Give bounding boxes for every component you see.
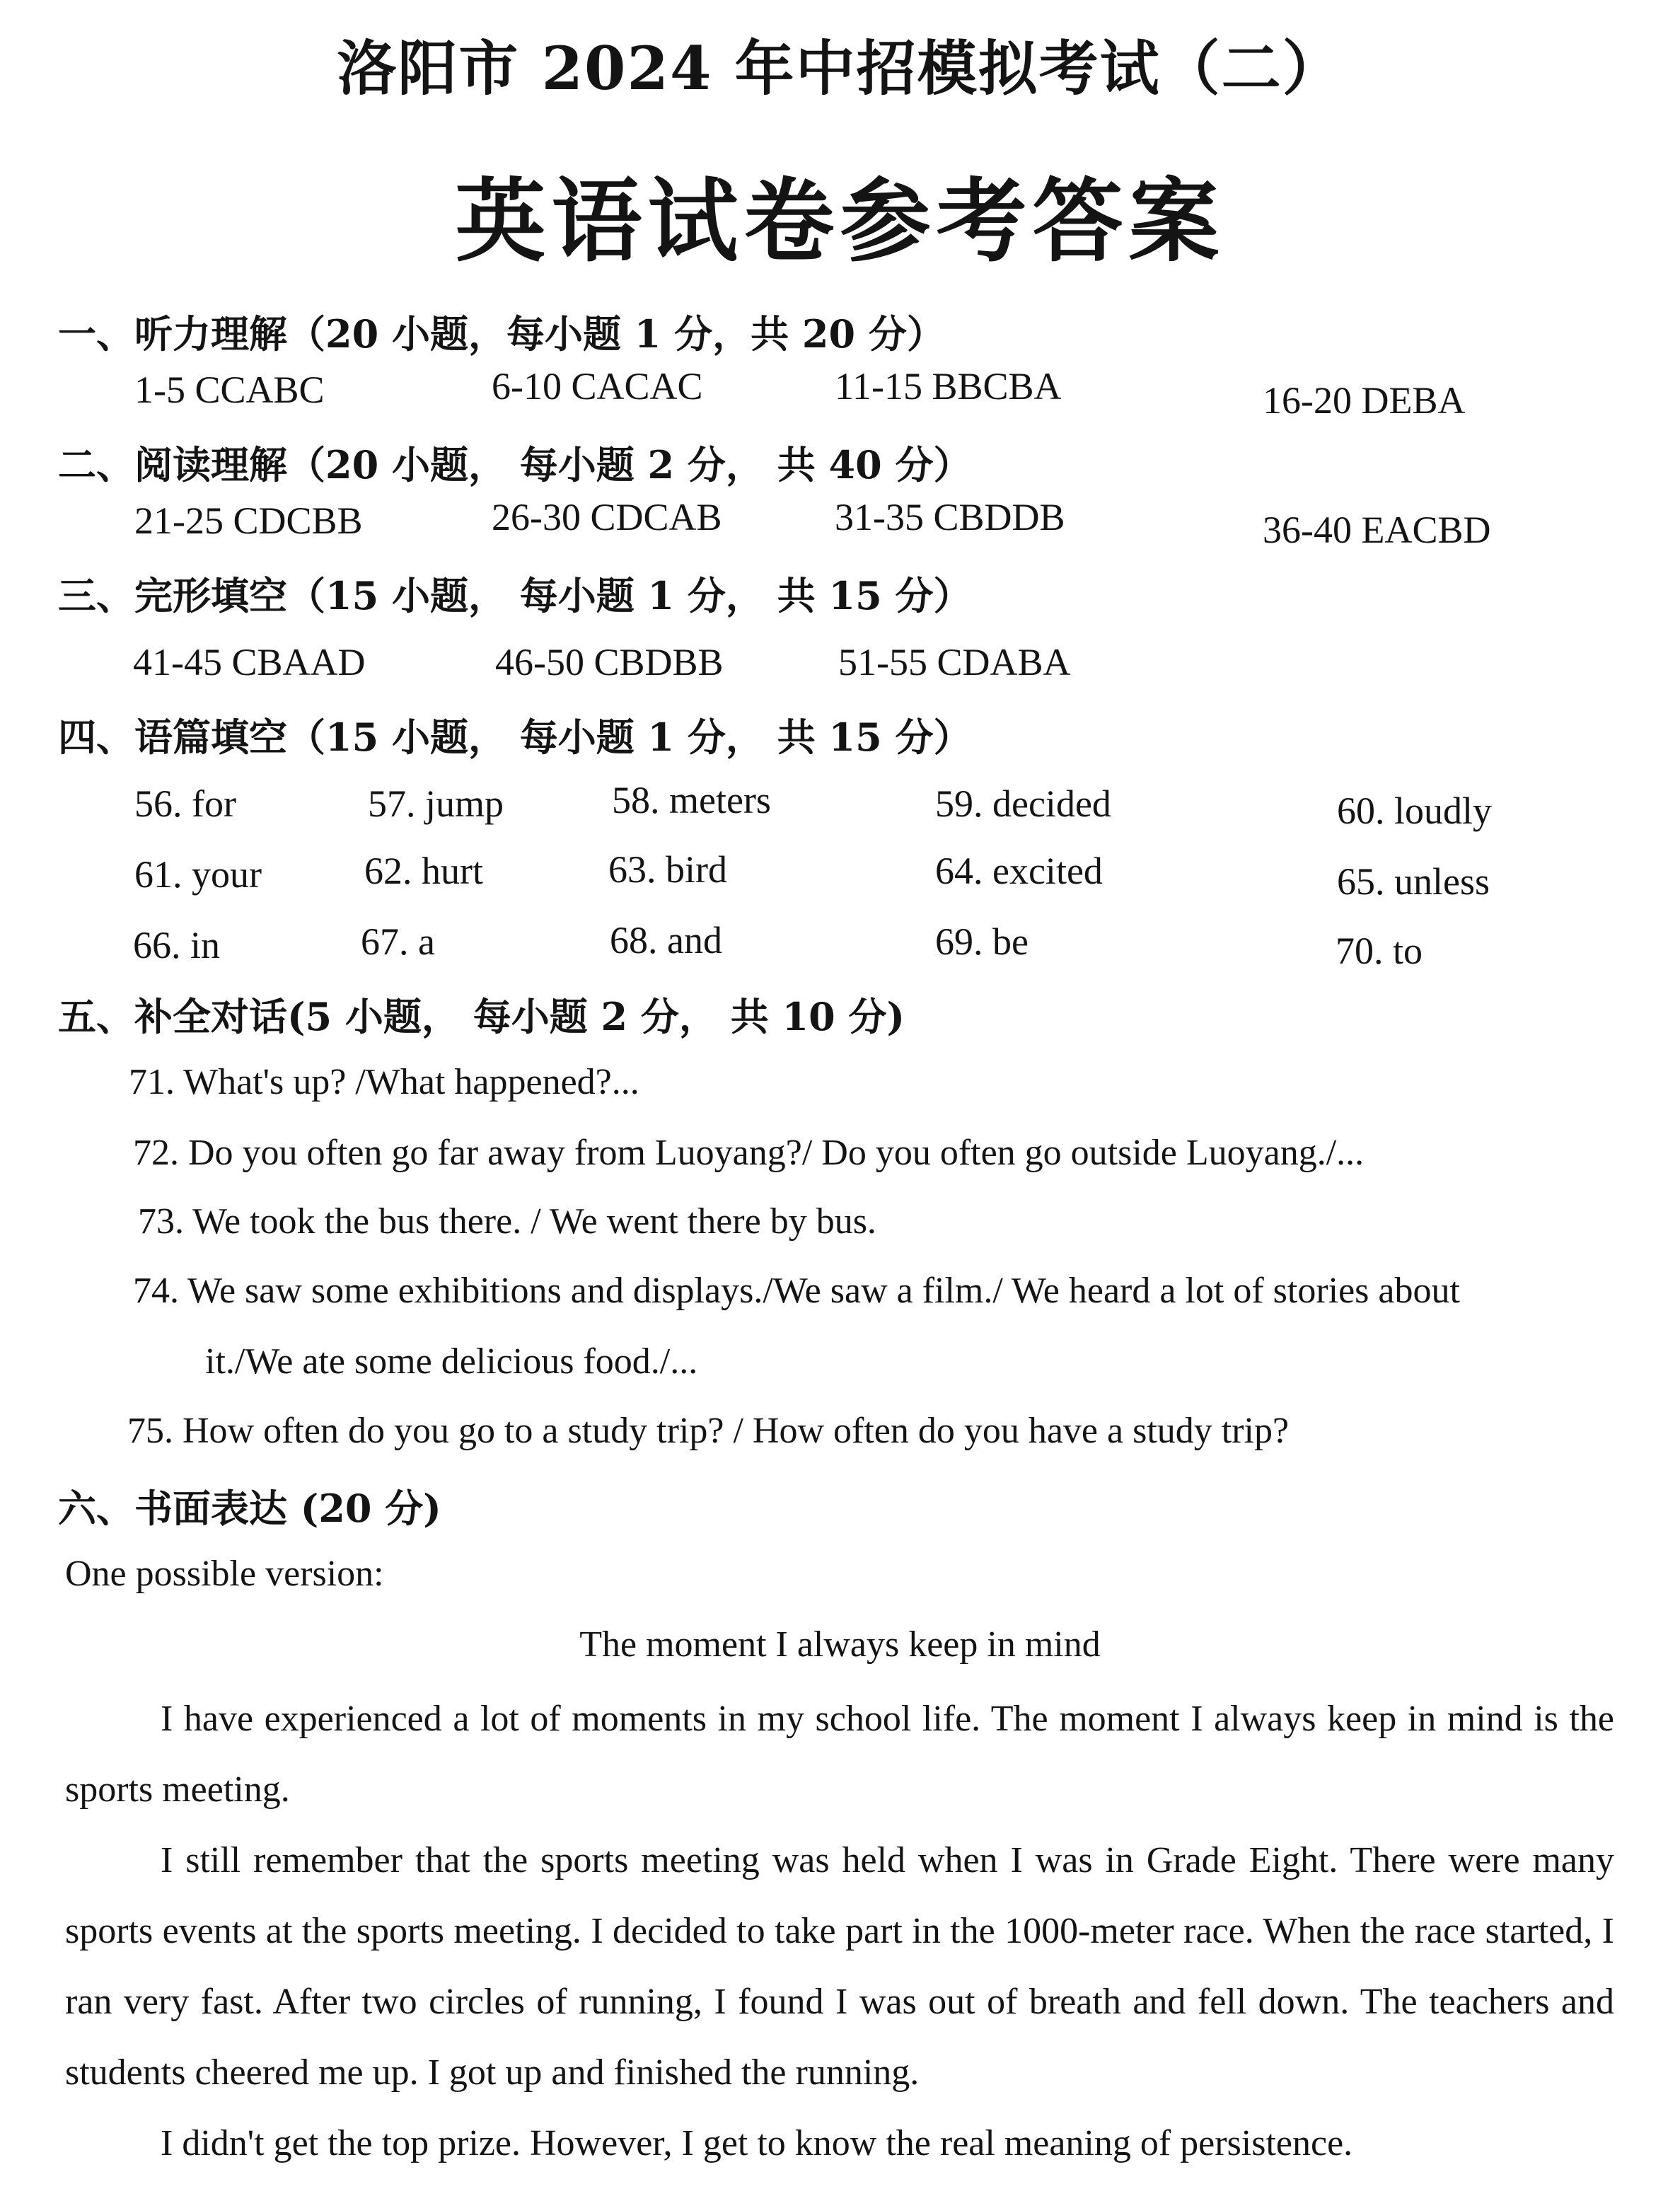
- section-heading-reading: 二、阅读理解（20 小题， 每小题 2 分， 共 40 分）: [58, 442, 972, 487]
- dialogue-answer: it./We ate some delicious food./...: [205, 1341, 698, 1382]
- answer-group: 46-50 CBDBB: [495, 641, 724, 683]
- dialogue-answer: 75. How often do you go to a study trip? / How often do you have a study trip?: [127, 1411, 1290, 1451]
- essay-paragraph: I didn't get the top prize. However, I get to know the real meaning of persistence.: [161, 2123, 1353, 2163]
- dialogue-answer: 72. Do you often go far away from Luoyang?/ Do you often go outside Luoyang./...: [133, 1133, 1365, 1173]
- blank-answer: 61. your: [134, 853, 262, 896]
- essay-paragraph: I have experienced a lot of moments in my school life. The moment I always keep in mind is the sports meeting.: [65, 1699, 1614, 1810]
- essay-title: The moment I always keep in mind: [579, 1624, 1101, 1665]
- blank-answer: 65. unless: [1337, 860, 1490, 903]
- blank-answer: 58. meters: [612, 779, 771, 821]
- blank-answer: 69. be: [935, 920, 1029, 963]
- blank-answer: 66. in: [133, 924, 221, 966]
- section-heading-cloze: 三、完形填空（15 小题， 每小题 1 分， 共 15 分）: [58, 573, 972, 618]
- blank-answer: 62. hurt: [364, 850, 483, 892]
- answer-group: 51-55 CDABA: [838, 641, 1071, 683]
- answer-group: 26-30 CDCAB: [492, 496, 722, 538]
- blank-answer: 68. and: [610, 919, 722, 961]
- section-heading-writing: 六、书面表达 (20 分): [58, 1486, 441, 1531]
- answer-group: 36-40 EACBD: [1263, 509, 1491, 551]
- blank-answer: 70. to: [1336, 930, 1423, 972]
- blank-answer: 59. decided: [935, 782, 1111, 825]
- blank-answer: 63. bird: [608, 848, 727, 891]
- section-heading-dialogue: 五、补全对话(5 小题， 每小题 2 分， 共 10 分): [58, 994, 905, 1039]
- section-heading-listening: 一、听力理解（20 小题，每小题 1 分，共 20 分）: [58, 311, 945, 357]
- answer-group: 6-10 CACAC: [492, 365, 703, 408]
- dialogue-answer: 73. We took the bus there. / We went there by bus.: [138, 1201, 876, 1242]
- section-heading-passage-fill: 四、语篇填空（15 小题， 每小题 1 分， 共 15 分）: [58, 715, 972, 760]
- essay-intro: One possible version:: [65, 1554, 384, 1594]
- answer-group: 21-25 CDCBB: [134, 499, 363, 542]
- answer-group: 16-20 DEBA: [1263, 379, 1466, 422]
- exam-title: 洛阳市 2024 年中招模拟考试（二）: [337, 33, 1343, 103]
- answer-group: 1-5 CCABC: [134, 369, 325, 411]
- answer-group: 41-45 CBAAD: [133, 641, 366, 683]
- dialogue-answer: 74. We saw some exhibitions and displays./We saw a film./ We heard a lot of stories about: [133, 1271, 1460, 1311]
- answer-group: 11-15 BBCBA: [835, 365, 1062, 408]
- blank-answer: 67. a: [361, 920, 435, 963]
- answer-group: 31-35 CBDDB: [835, 496, 1065, 538]
- blank-answer: 56. for: [134, 782, 236, 825]
- essay-paragraph: I still remember that the sports meeting was held when I was in Grade Eight. There were many sports events at the sports meeting. I decided to take part in the 1000-meter race. When the race started, I ran very fast. After two circles of running, I found I was out of breath and fell down. The teachers and students cheered me up. I got up and finished the running.: [65, 1840, 1614, 2093]
- blank-answer: 57. jump: [368, 782, 504, 825]
- answer-key-title: 英语试卷参考答案: [455, 168, 1225, 274]
- blank-answer: 64. excited: [935, 850, 1103, 892]
- blank-answer: 60. loudly: [1337, 790, 1493, 832]
- dialogue-answer: 71. What's up? /What happened?...: [129, 1062, 639, 1102]
